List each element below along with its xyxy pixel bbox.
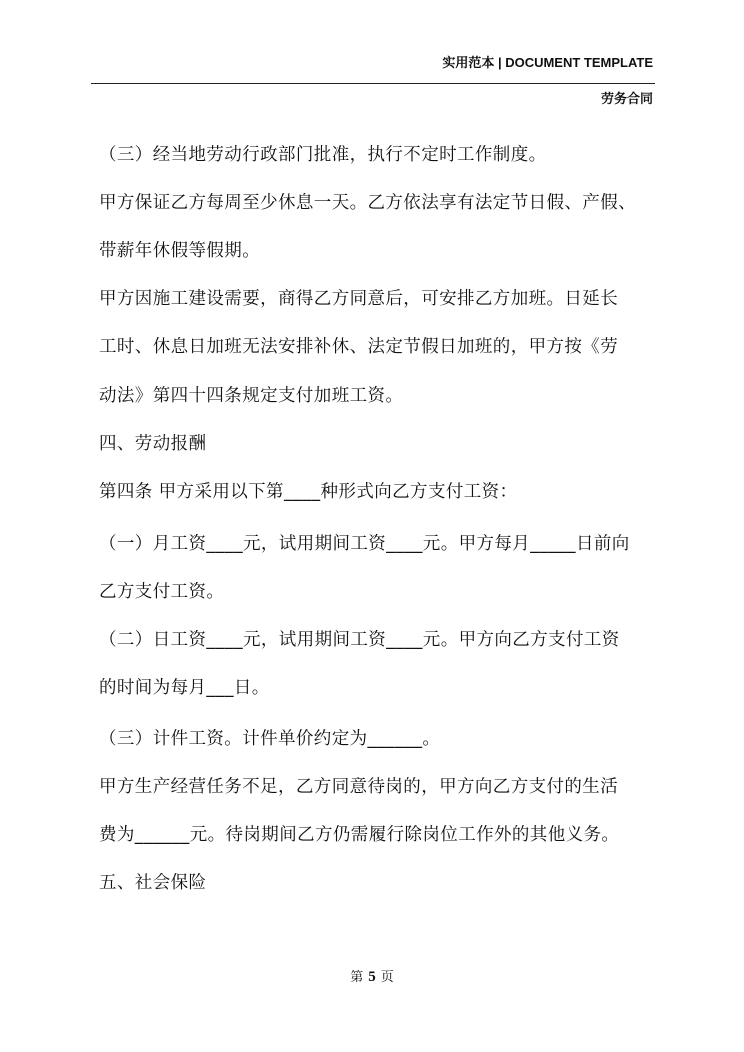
paragraph-line: 乙方支付工资。 [99,582,225,602]
paragraph-line: 工时、休息日加班无法安排补休、法定节假日加班的，甲方按《劳 [99,337,619,357]
page-label-suffix: 页 [380,970,394,985]
paragraph-line: （二）日工资____元，试用期间工资____元。甲方向乙方支付工资 [99,630,620,650]
paragraph-line: 甲方因施工建设需要，商得乙方同意后，可安排乙方加班。日延长 [99,289,619,309]
section-heading: 五、社会保险 [99,873,207,893]
section-heading: 四、劳动报酬 [99,434,207,454]
paragraph-line: 甲方生产经营任务不足，乙方同意待岗的，甲方向乙方支付的生活 [99,777,619,797]
paragraph-line: 的时间为每月___日。 [99,678,270,698]
paragraph-line: 费为______元。待岗期间乙方仍需履行除岗位工作外的其他义务。 [99,825,620,845]
page-label-prefix: 第 [350,970,364,985]
page-number: 5 [368,969,376,985]
paragraph-line: 第四条 甲方采用以下第____种形式向乙方支付工资： [99,482,518,502]
header-subtitle: 劳务合同 [600,92,653,107]
paragraph-line: 甲方保证乙方每周至少休息一天。乙方依法享有法定节日假、产假、 [99,193,636,213]
header-title: 实用范本 | DOCUMENT TEMPLATE [442,55,653,70]
paragraph-line: （一）月工资____元，试用期间工资____元。甲方每月_____日前向 [99,534,630,554]
paragraph-line: （三）计件工资。计件单价约定为______。 [99,729,441,749]
paragraph-line: （三）经当地劳动行政部门批准，执行不定时工作制度。 [99,145,547,165]
paragraph-line: 带薪年休假等假期。 [99,241,261,261]
paragraph-line: 动法》第四十四条规定支付加班工资。 [99,386,404,406]
page-footer [0,966,744,986]
